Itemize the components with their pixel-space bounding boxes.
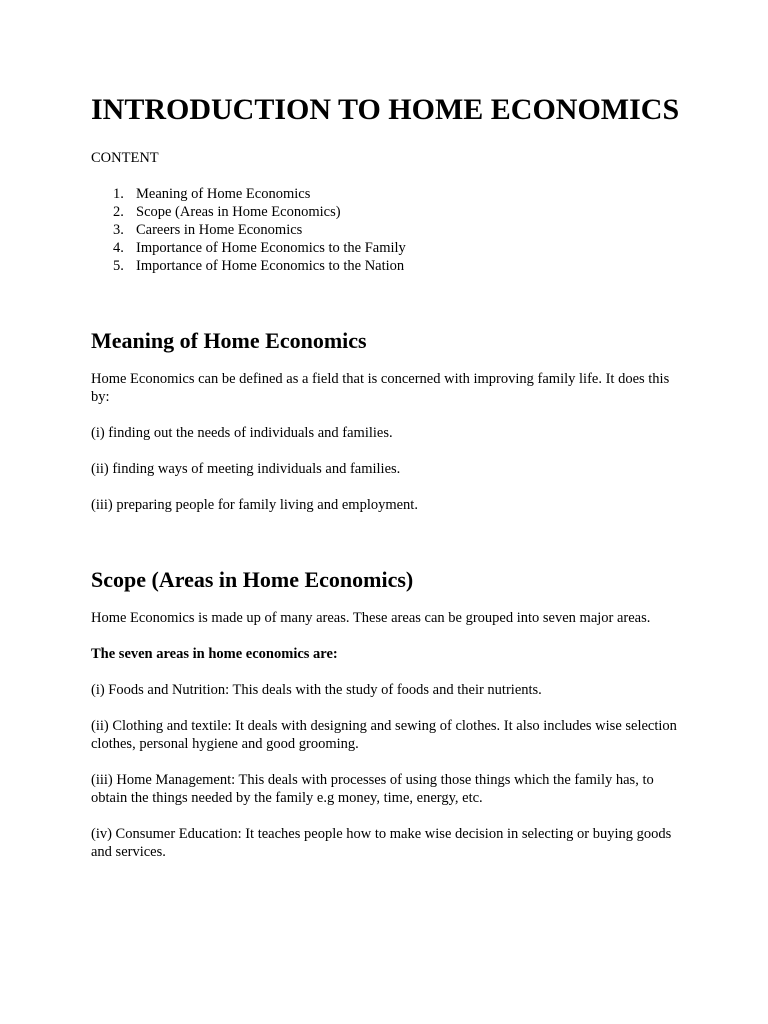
toc-item-number: 1. <box>113 186 124 202</box>
toc-item-number: 5. <box>113 258 124 274</box>
document-page <box>91 92 691 861</box>
scope-point: (iv) Consumer Education: It teaches people how to make wise decision in selecting or buying goods and services. <box>91 826 672 860</box>
toc-item <box>113 221 691 239</box>
scope-point: (iii) Home Management: This deals with processes of using those things which the family has, to obtain the things needed by the family e.g money, time, energy, etc. <box>91 772 654 806</box>
toc-item-number: 2. <box>113 204 124 220</box>
meaning-point: (ii) finding ways of meeting individuals and families. <box>91 461 401 477</box>
scope-point: (ii) Clothing and textile: It deals with designing and sewing of clothes. It also includes wise selection clothes, personal hygiene and good grooming. <box>91 718 677 752</box>
toc-item-label: Importance of Home Economics to the Family <box>136 240 406 256</box>
section-heading-scope: Scope (Areas in Home Economics) <box>91 567 414 592</box>
scope-subheading: The seven areas in home economics are: <box>91 646 338 662</box>
toc-item-label: Importance of Home Economics to the Nation <box>136 258 405 274</box>
scope-point: (i) Foods and Nutrition: This deals with the study of foods and their nutrients. <box>91 682 542 698</box>
content-label: CONTENT <box>91 150 159 166</box>
toc-item <box>113 257 691 275</box>
toc-item-label: Careers in Home Economics <box>136 222 303 238</box>
table-of-contents <box>91 185 691 275</box>
toc-item <box>113 239 691 257</box>
section-heading-meaning: Meaning of Home Economics <box>91 328 367 353</box>
meaning-point: (iii) preparing people for family living and employment. <box>91 497 418 513</box>
toc-item-label: Meaning of Home Economics <box>136 186 311 202</box>
toc-item-number: 4. <box>113 240 124 256</box>
meaning-point: (i) finding out the needs of individuals and families. <box>91 425 393 441</box>
toc-item-number: 3. <box>113 222 124 238</box>
toc-item-label: Scope (Areas in Home Economics) <box>136 204 341 220</box>
document-title: INTRODUCTION TO HOME ECONOMICS <box>91 93 680 126</box>
scope-intro-paragraph: Home Economics is made up of many areas. These areas can be grouped into seven major areas. <box>91 610 651 626</box>
toc-item <box>113 203 691 221</box>
toc-item <box>113 185 691 203</box>
meaning-intro-paragraph: Home Economics can be defined as a field that is concerned with improving family life. It does this by: <box>91 371 670 405</box>
